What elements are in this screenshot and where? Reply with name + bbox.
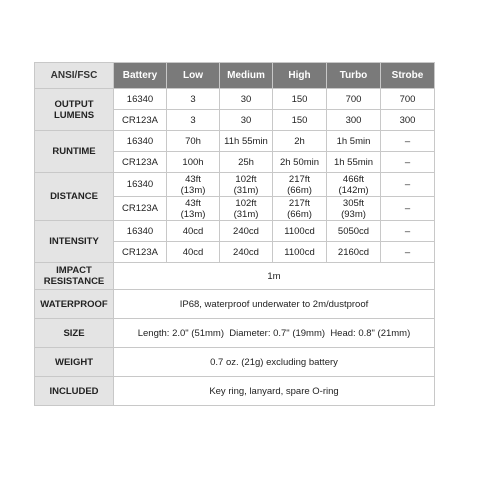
value-cell: 217ft (66m): [273, 173, 327, 197]
value-cell: 300: [381, 110, 435, 131]
value-cell: 1h 55min: [327, 152, 381, 173]
value-cell: 217ft (66m): [273, 197, 327, 221]
value-cell: 700: [381, 89, 435, 110]
value-cell: 150: [273, 89, 327, 110]
value-cell: 3: [167, 89, 220, 110]
value-cell: 70h: [167, 131, 220, 152]
battery-cell: 16340: [114, 89, 167, 110]
weight-row: [35, 348, 435, 377]
value-cell: 2h 50min: [273, 152, 327, 173]
specifications-table: [34, 62, 435, 406]
value-cell: 300: [327, 110, 381, 131]
value-cell: 43ft (13m): [167, 173, 220, 197]
value-cell: 30: [220, 110, 273, 131]
impact-row: [35, 263, 435, 290]
value-cell: 25h: [220, 152, 273, 173]
value-cell: 102ft (31m): [220, 197, 273, 221]
size-label: SIZE: [35, 319, 114, 348]
value-cell: –: [381, 152, 435, 173]
included-value: Key ring, lanyard, spare O-ring: [114, 377, 435, 406]
weight-value: 0.7 oz. (21g) excluding battery: [114, 348, 435, 377]
value-cell: 700: [327, 89, 381, 110]
battery-cell: CR123A: [114, 110, 167, 131]
battery-cell: 16340: [114, 173, 167, 197]
distance-label: DISTANCE: [35, 173, 114, 221]
output-row-16340: [35, 89, 435, 110]
battery-cell: CR123A: [114, 152, 167, 173]
value-cell: 1h 5min: [327, 131, 381, 152]
waterproof-value: IP68, waterproof underwater to 2m/dustproof: [114, 290, 435, 319]
battery-cell: 16340: [114, 221, 167, 242]
header-high: High: [273, 63, 327, 89]
battery-cell: 16340: [114, 131, 167, 152]
size-value: Length: 2.0" (51mm) Diameter: 0.7" (19mm) Head: 0.8" (21mm): [114, 319, 435, 348]
header-turbo: Turbo: [327, 63, 381, 89]
header-ansi-fsc: ANSI/FSC: [35, 63, 114, 89]
value-cell: –: [381, 242, 435, 263]
value-cell: 305ft (93m): [327, 197, 381, 221]
intensity-label: INTENSITY: [35, 221, 114, 263]
intensity-row-16340: [35, 221, 435, 242]
value-cell: 11h 55min: [220, 131, 273, 152]
size-row: [35, 319, 435, 348]
value-cell: 240cd: [220, 242, 273, 263]
value-cell: 5050cd: [327, 221, 381, 242]
value-cell: –: [381, 221, 435, 242]
header-low: Low: [167, 63, 220, 89]
value-cell: –: [381, 131, 435, 152]
value-cell: 100h: [167, 152, 220, 173]
value-cell: –: [381, 173, 435, 197]
value-cell: 240cd: [220, 221, 273, 242]
value-cell: 466ft (142m): [327, 173, 381, 197]
waterproof-label: WATERPROOF: [35, 290, 114, 319]
battery-cell: CR123A: [114, 242, 167, 263]
runtime-row-16340: [35, 131, 435, 152]
impact-resistance-label: IMPACT RESISTANCE: [35, 263, 114, 290]
battery-cell: CR123A: [114, 197, 167, 221]
value-cell: 30: [220, 89, 273, 110]
output-lumens-label: OUTPUT LUMENS: [35, 89, 114, 131]
value-cell: 3: [167, 110, 220, 131]
impact-value: 1m: [114, 263, 435, 290]
waterproof-row: [35, 290, 435, 319]
header-strobe: Strobe: [381, 63, 435, 89]
value-cell: 40cd: [167, 242, 220, 263]
distance-row-16340: [35, 173, 435, 197]
value-cell: 150: [273, 110, 327, 131]
runtime-label: RUNTIME: [35, 131, 114, 173]
header-medium: Medium: [220, 63, 273, 89]
value-cell: 40cd: [167, 221, 220, 242]
value-cell: –: [381, 197, 435, 221]
value-cell: 43ft (13m): [167, 197, 220, 221]
included-label: INCLUDED: [35, 377, 114, 406]
value-cell: 2h: [273, 131, 327, 152]
value-cell: 102ft (31m): [220, 173, 273, 197]
value-cell: 1100cd: [273, 221, 327, 242]
value-cell: 2160cd: [327, 242, 381, 263]
value-cell: 1100cd: [273, 242, 327, 263]
weight-label: WEIGHT: [35, 348, 114, 377]
included-row: [35, 377, 435, 406]
header-row: [35, 63, 435, 89]
header-battery: Battery: [114, 63, 167, 89]
